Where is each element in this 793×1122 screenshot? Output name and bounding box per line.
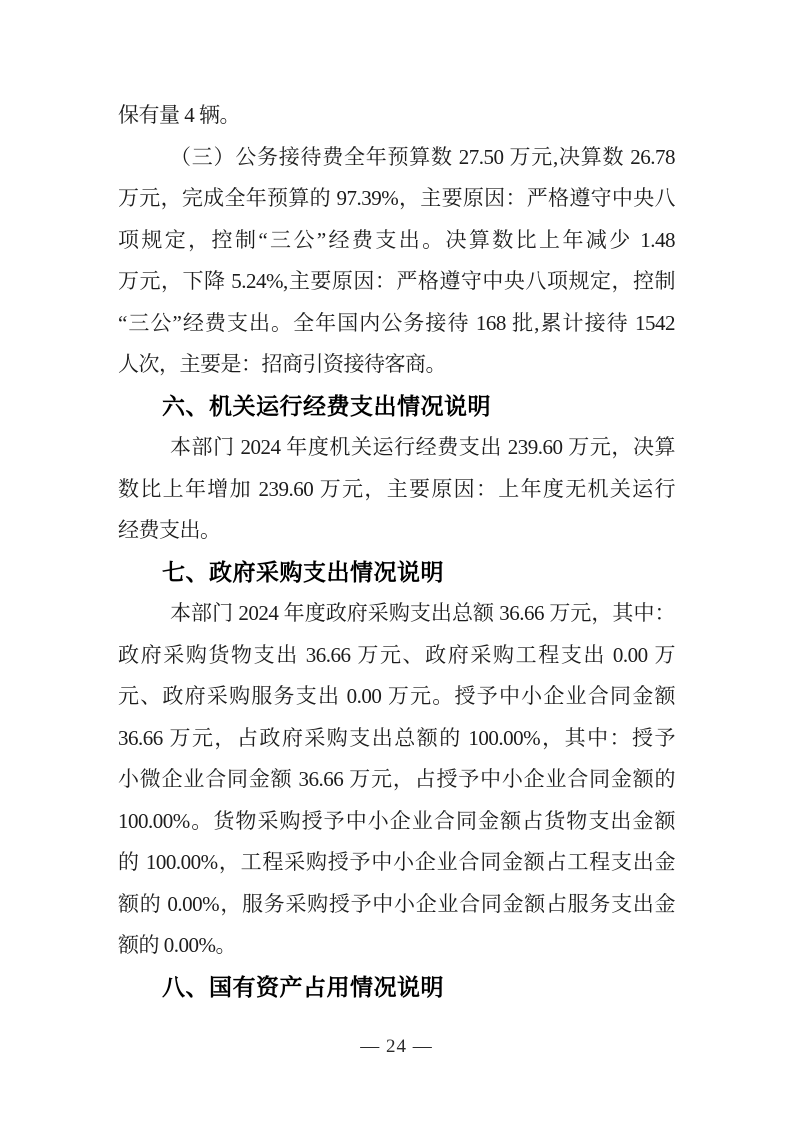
section-heading-eight: 八、国有资产占用情况说明 — [162, 973, 444, 1000]
text-line: 人次，主要是：招商引资接待客商。 — [118, 352, 446, 376]
text-line: 小微企业合同金额 36.66 万元，占授予中小企业合同金额的 — [118, 767, 675, 791]
text-line: 额的 0.00%。 — [118, 933, 236, 957]
page-number: — 24 — — [360, 1036, 433, 1057]
document-body — [118, 95, 675, 1008]
text-line: 保有量 4 辆。 — [118, 103, 240, 127]
text-line: 元、政府采购服务支出 0.00 万元。授予中小企业合同金额 — [118, 684, 675, 708]
text-line: 36.66 万元，占政府采购支出总额的 100.00%，其中：授予 — [118, 725, 675, 750]
section-heading-six: 六、机关运行经费支出情况说明 — [162, 392, 491, 419]
text-line: 项规定，控制“三公”经费支出。决算数比上年减少 1.48 — [118, 227, 675, 252]
text-line: 100.00%。货物采购授予中小企业合同金额占货物支出金额 — [118, 808, 675, 833]
text-line: 数比上年增加 239.60 万元，主要原因：上年度无机关运行 — [118, 476, 675, 501]
text-line: “三公”经费支出。全年国内公务接待 168 批,累计接待 1542 — [118, 310, 675, 335]
text-line: 政府采购货物支出 36.66 万元、政府采购工程支出 0.00 万 — [118, 642, 675, 667]
section-heading-seven: 七、政府采购支出情况说明 — [162, 558, 444, 585]
text-line: 万元，下降 5.24%,主要原因：严格遵守中央八项规定，控制 — [118, 269, 675, 293]
text-line: 本部门 2024 年度政府采购支出总额 36.66 万元，其中： — [170, 601, 675, 625]
text-line: 本部门 2024 年度机关运行经费支出 239.60 万元，决算 — [170, 435, 675, 459]
text-line: 万元，完成全年预算的 97.39%，主要原因：严格遵守中央八 — [118, 186, 675, 210]
text-line: 经费支出。 — [118, 518, 221, 542]
text-line: 的 100.00%，工程采购授予中小企业合同金额占工程支出金 — [118, 850, 675, 874]
text-line: （三）公务接待费全年预算数 27.50 万元,决算数 26.78 — [170, 144, 675, 169]
text-line: 额的 0.00%，服务采购授予中小企业合同金额占服务支出金 — [118, 891, 675, 916]
